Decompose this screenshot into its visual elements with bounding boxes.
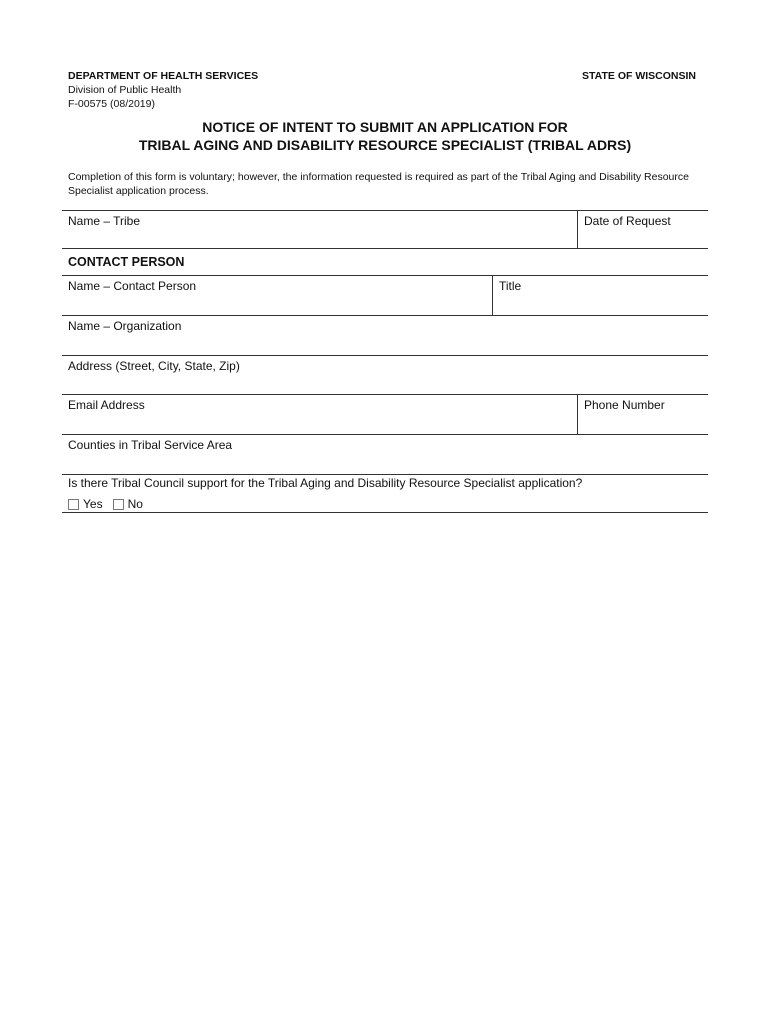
no-checkbox[interactable] <box>113 499 124 510</box>
divider <box>62 474 708 475</box>
yes-checkbox[interactable] <box>68 499 79 510</box>
row-tribe <box>62 210 708 249</box>
address-label: Address (Street, City, State, Zip) <box>68 359 240 373</box>
address-field[interactable] <box>62 356 708 395</box>
name-org-label: Name – Organization <box>68 319 182 333</box>
email-field[interactable] <box>62 395 577 435</box>
row-address <box>62 355 708 395</box>
name-contact-field[interactable] <box>62 276 492 316</box>
yes-option[interactable] <box>68 497 103 511</box>
counties-field[interactable] <box>62 435 708 475</box>
form-title-line-1: NOTICE OF INTENT TO SUBMIT AN APPLICATION FOR <box>202 119 568 135</box>
divider <box>62 248 708 249</box>
name-org-field[interactable] <box>62 316 708 356</box>
form-number: F-00575 (08/2019) <box>68 98 155 110</box>
state-name: STATE OF WISCONSIN <box>582 70 696 82</box>
department-name: DEPARTMENT OF HEALTH SERVICES <box>68 70 259 82</box>
counties-label: Counties in Tribal Service Area <box>68 438 233 452</box>
name-contact-label: Name – Contact Person <box>68 279 197 293</box>
divider <box>62 512 708 513</box>
yes-label: Yes <box>83 497 103 511</box>
phone-label: Phone Number <box>584 398 665 412</box>
row-organization <box>62 315 708 356</box>
council-support-question: Is there Tribal Council support for the Tribal Aging and Disability Resource Specialist application? <box>68 476 583 490</box>
title-label: Title <box>499 279 522 293</box>
row-email-phone <box>62 394 708 435</box>
no-option[interactable] <box>113 497 143 511</box>
row-counties <box>62 434 708 475</box>
contact-person-heading: CONTACT PERSON <box>68 255 185 269</box>
email-label: Email Address <box>68 398 145 412</box>
council-support-options <box>68 497 147 511</box>
division-name: Division of Public Health <box>68 84 182 96</box>
name-tribe-field[interactable] <box>62 211 577 249</box>
form-title <box>62 118 708 154</box>
phone-field[interactable] <box>577 395 708 435</box>
intro-text: Completion of this form is voluntary; however, the information requested is required as part of the Tribal Aging and Disability Resource Specialist application process. <box>68 171 689 197</box>
name-tribe-label: Name – Tribe <box>68 214 141 228</box>
form-title-line-2: TRIBAL AGING AND DISABILITY RESOURCE SPECIALIST (TRIBAL ADRS) <box>138 137 632 153</box>
title-field[interactable] <box>492 276 708 316</box>
no-label: No <box>127 497 143 511</box>
date-of-request-field[interactable] <box>577 211 708 249</box>
date-of-request-label: Date of Request <box>584 214 671 228</box>
row-contact <box>62 275 708 316</box>
